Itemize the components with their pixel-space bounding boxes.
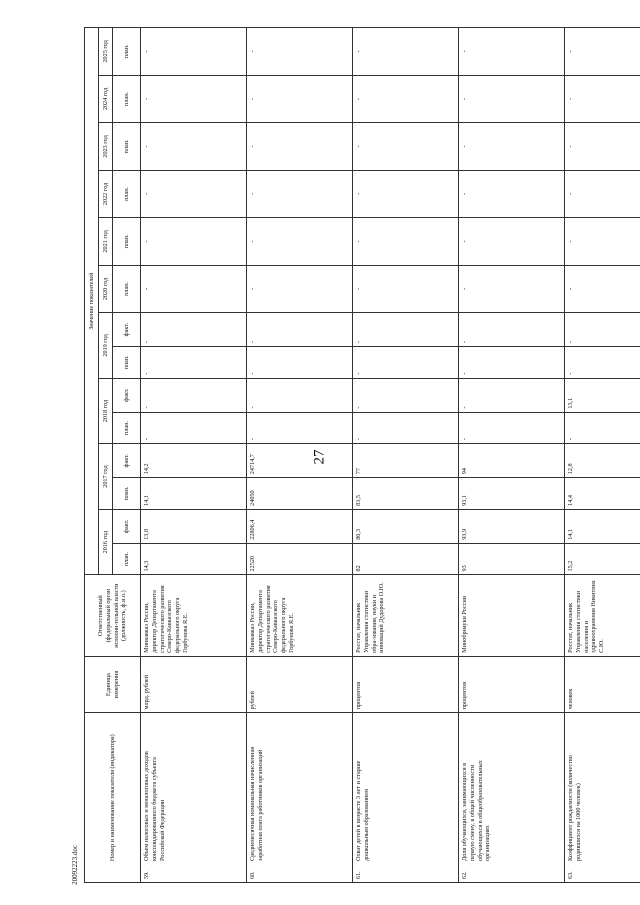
responsible-cell: Росстат, начальник Управления статистики обра-зования, науки и инноваций Дудорова О.Ю. <box>353 575 459 656</box>
fact-value: 80,3 <box>353 509 459 543</box>
plan-value: - <box>459 28 565 76</box>
plan-value: - <box>247 265 353 312</box>
header-plan: план. <box>113 123 141 170</box>
unit-cell: процентов <box>353 656 459 713</box>
table-row <box>141 28 247 883</box>
unit-cell: рублей <box>247 656 353 713</box>
header-unit: Единица измерения <box>85 656 141 713</box>
plan-value: - <box>565 170 640 217</box>
plan-value: - <box>247 347 353 379</box>
header-plan: план. <box>113 412 141 444</box>
header-year: 2024 год <box>99 75 113 122</box>
fact-value: - <box>353 378 459 412</box>
indicator-cell <box>247 713 353 883</box>
plan-value: - <box>459 412 565 444</box>
responsible-cell: Минкавказ России, директор Департамента стратегического развития Северо-Кавказского федерального округа Горбунова Я.Е. <box>141 575 247 656</box>
plan-value: - <box>141 347 247 379</box>
plan-value: 82 <box>353 543 459 575</box>
plan-value: - <box>247 170 353 217</box>
indicator-cell <box>459 713 565 883</box>
indicator-name: Охват детей в возрасте 3 лет и старше дошкольным образованием <box>355 760 370 861</box>
indicator-name: Коэффициент рождаемости (количество родившихся на 1000 человек) <box>567 755 582 861</box>
header-year: 2025 год <box>99 28 113 76</box>
header-year: 2021 год <box>99 218 113 265</box>
plan-value: - <box>141 170 247 217</box>
plan-value: - <box>565 28 640 76</box>
header-year: 2020 год <box>99 265 113 312</box>
header-plan: план. <box>113 478 141 510</box>
fact-value: - <box>141 313 247 347</box>
plan-value: - <box>353 170 459 217</box>
indicator-cell <box>565 713 640 883</box>
header-plan: план. <box>113 170 141 217</box>
table-body <box>141 28 640 883</box>
plan-value: 14,4 <box>565 478 640 510</box>
plan-value: - <box>459 265 565 312</box>
indicator-number: 63. <box>567 871 574 879</box>
fact-value: 22806,4 <box>247 509 353 543</box>
plan-value: - <box>353 123 459 170</box>
plan-value: 15,2 <box>565 543 640 575</box>
unit-cell: процентов <box>459 656 565 713</box>
header-indicator: Номер и наименование показателя (индикатора) <box>85 713 141 883</box>
plan-value: - <box>565 265 640 312</box>
header-plan: план. <box>113 265 141 312</box>
fact-value: 12,8 <box>565 444 640 478</box>
fact-value: 14,2 <box>141 444 247 478</box>
plan-value: - <box>565 218 640 265</box>
indicator-cell <box>141 713 247 883</box>
indicator-number: 59. <box>143 871 150 879</box>
fact-value: 24714,7 <box>247 444 353 478</box>
fact-value: - <box>247 378 353 412</box>
plan-value: - <box>353 412 459 444</box>
table-row <box>247 28 353 883</box>
plan-value: - <box>247 412 353 444</box>
plan-value: - <box>141 265 247 312</box>
plan-value: - <box>141 28 247 76</box>
header-plan: план. <box>113 75 141 122</box>
plan-value: - <box>459 347 565 379</box>
plan-value: - <box>565 347 640 379</box>
plan-value: - <box>247 75 353 122</box>
header-plan: план. <box>113 347 141 379</box>
indicator-name: Среднемесячная номинальная начисленная заработная плата работников организаций <box>249 746 264 861</box>
footer-filename: 20092223.doc <box>71 845 79 885</box>
unit-cell: человек <box>565 656 640 713</box>
plan-value: - <box>247 28 353 76</box>
table-row <box>459 28 565 883</box>
header-fact: факт. <box>113 313 141 347</box>
plan-value: - <box>353 265 459 312</box>
indicator-cell <box>353 713 459 883</box>
fact-value: - <box>565 313 640 347</box>
header-year: 2022 год <box>99 170 113 217</box>
fact-value: - <box>141 378 247 412</box>
page-number: 27 <box>311 449 328 465</box>
responsible-cell: Минкавказ России, директор Департамента стратегического развития Северо-Кавказского федерального округа Горбунова Я.Е. <box>247 575 353 656</box>
header-year: 2023 год <box>99 123 113 170</box>
plan-value: - <box>459 75 565 122</box>
header-values-group: Значение показателей <box>85 28 99 575</box>
plan-value: - <box>459 218 565 265</box>
plan-value: - <box>459 123 565 170</box>
header-fact: факт. <box>113 444 141 478</box>
fact-value: 13,1 <box>565 378 640 412</box>
fact-value: 77 <box>353 444 459 478</box>
header-year: 2017 год <box>99 444 113 510</box>
plan-value: 93 <box>459 543 565 575</box>
header-fact: факт. <box>113 509 141 543</box>
fact-value: 14,1 <box>565 509 640 543</box>
indicator-number: 62. <box>461 871 468 879</box>
plan-value: 83,5 <box>353 478 459 510</box>
rotated-table-container <box>84 27 608 883</box>
fact-value: - <box>459 313 565 347</box>
fact-value: - <box>459 378 565 412</box>
plan-value: 14,3 <box>141 543 247 575</box>
table-row <box>565 28 640 883</box>
plan-value: - <box>247 123 353 170</box>
indicator-name: Объем налоговых и неналоговых доходов консолидированного бюджета субъекта Российской Федерации <box>143 751 166 861</box>
plan-value: - <box>247 218 353 265</box>
plan-value: - <box>353 28 459 76</box>
unit-cell: млрд. рублей <box>141 656 247 713</box>
indicator-name: Доля обучающихся, занимающихся в первую смену, в общей численности обучающихся в общеобразовательных организациях <box>461 760 492 861</box>
indicator-number: 60. <box>249 871 256 879</box>
header-year: 2019 год <box>99 313 113 379</box>
fact-value: - <box>353 313 459 347</box>
fact-value: 93,9 <box>459 509 565 543</box>
indicator-number: 61. <box>355 871 362 879</box>
plan-value: - <box>353 218 459 265</box>
plan-value: - <box>459 170 565 217</box>
fact-value: 94 <box>459 444 565 478</box>
table-row <box>353 28 459 883</box>
plan-value: - <box>565 75 640 122</box>
plan-value: - <box>353 75 459 122</box>
fact-value: 13,8 <box>141 509 247 543</box>
header-plan: план. <box>113 218 141 265</box>
header-year: 2018 год <box>99 378 113 444</box>
responsible-cell: Минобрнауки России <box>459 575 565 656</box>
plan-value: - <box>141 218 247 265</box>
plan-value: 93,1 <box>459 478 565 510</box>
plan-value: - <box>141 412 247 444</box>
plan-value: - <box>565 412 640 444</box>
plan-value: - <box>141 123 247 170</box>
header-plan: план. <box>113 543 141 575</box>
plan-value: - <box>141 75 247 122</box>
header-plan: план. <box>113 28 141 76</box>
header-year: 2016 год <box>99 509 113 575</box>
header-fact: факт. <box>113 378 141 412</box>
plan-value: 24050 <box>247 478 353 510</box>
plan-value: - <box>353 347 459 379</box>
indicators-table <box>84 27 640 883</box>
plan-value: - <box>565 123 640 170</box>
responsible-cell: Росстат, начальник Управления статистики населения и здравоохранения Никитина С.Ю. <box>565 575 640 656</box>
fact-value: - <box>247 313 353 347</box>
header-responsible: Ответственный (федеральный орган исполни-тельной власти (должность, ф.и.о.) <box>85 575 141 656</box>
plan-value: 14,1 <box>141 478 247 510</box>
plan-value: 22520 <box>247 543 353 575</box>
